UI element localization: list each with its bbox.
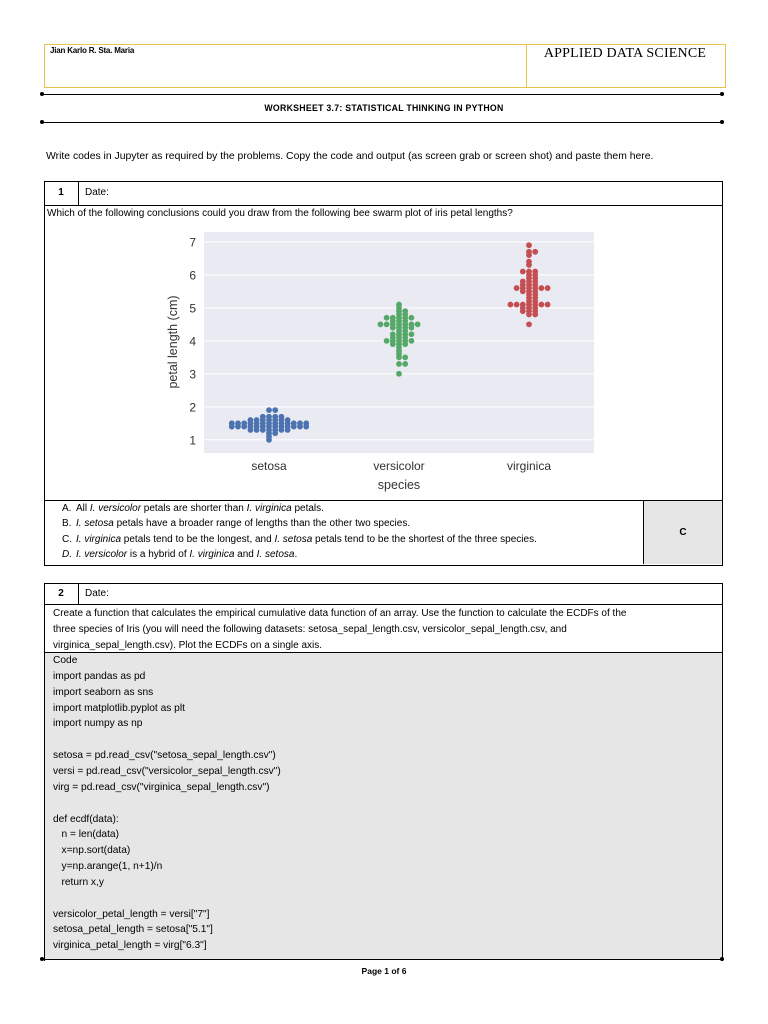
virginica-point — [520, 288, 526, 294]
code-line: x=np.sort(data) — [53, 845, 131, 857]
setosa-point — [266, 430, 272, 436]
virginica-point — [545, 285, 551, 291]
virginica-point — [520, 282, 526, 288]
virginica-point — [532, 275, 538, 281]
code-line: import numpy as np — [53, 718, 143, 730]
virginica-point — [532, 285, 538, 291]
option-letter: D. — [62, 548, 72, 560]
versicolor-point — [396, 302, 402, 308]
versicolor-point — [409, 331, 415, 337]
virginica-point — [526, 249, 532, 255]
setosa-point — [272, 430, 278, 436]
footer-rule — [42, 959, 722, 960]
setosa-point — [272, 417, 278, 423]
title-rule-bottom — [42, 122, 722, 123]
question-number: 2 — [58, 588, 64, 599]
x-axis-label: species — [377, 478, 421, 492]
versicolor-point — [390, 341, 396, 347]
virginica-point — [526, 282, 532, 288]
course-title: APPLIED DATA SCIENCE — [543, 46, 707, 61]
versicolor-point — [402, 318, 408, 324]
versicolor-point — [396, 328, 402, 334]
versicolor-point — [402, 312, 408, 318]
virginica-point — [514, 285, 520, 291]
versicolor-point — [409, 338, 415, 344]
versicolor-point — [396, 348, 402, 354]
versicolor-point — [378, 321, 384, 327]
y-tick-label: 1 — [189, 433, 196, 448]
worksheet-title: WORKSHEET 3.7: STATISTICAL THINKING IN PYTHON — [264, 103, 504, 114]
versicolor-point — [402, 354, 408, 360]
versicolor-point — [402, 328, 408, 334]
question-number: 1 — [58, 187, 64, 198]
y-tick-label: 4 — [189, 334, 196, 349]
setosa-point — [279, 417, 285, 423]
y-tick-label: 2 — [189, 400, 196, 415]
virginica-point — [532, 312, 538, 318]
setosa-point — [248, 417, 254, 423]
setosa-point — [272, 407, 278, 413]
code-line: import matplotlib.pyplot as plt — [53, 702, 185, 714]
x-tick-label: setosa — [251, 459, 287, 473]
code-line: virginica_petal_length = virg["6.3"] — [53, 940, 207, 952]
virginica-point — [520, 305, 526, 311]
answer-option — [62, 503, 324, 514]
versicolor-point — [390, 318, 396, 324]
versicolor-point — [396, 361, 402, 367]
virginica-point — [520, 269, 526, 275]
versicolor-point — [384, 315, 390, 321]
virginica-point — [532, 292, 538, 298]
question-text-line: virginica_sepal_length.csv). Plot the ECDFs on a single axis. — [53, 640, 323, 651]
option-text: I. virginica petals tend to be the longest, and I. setosa petals tend to be the shortest of the three species. — [76, 533, 537, 545]
code-line: def ecdf(data): — [53, 813, 119, 825]
versicolor-point — [409, 315, 415, 321]
setosa-point — [248, 427, 254, 433]
option-letter: B. — [62, 518, 72, 530]
x-tick-labels — [251, 459, 551, 473]
virginica-point — [526, 298, 532, 304]
setosa-point — [260, 427, 266, 433]
rule-dot-right — [720, 957, 724, 961]
setosa-point — [260, 417, 266, 423]
question-text-line: three species of Iris (you will need the following datasets: setosa_sepal_length.csv, versicolor_sepal_length.csv, and — [53, 624, 567, 635]
virginica-point — [532, 249, 538, 255]
x-tick-label: virginica — [506, 459, 552, 473]
virginica-point — [545, 302, 551, 308]
versicolor-point — [396, 335, 402, 341]
code-line: import seaborn as sns — [53, 686, 154, 698]
versicolor-point — [415, 321, 421, 327]
rule-dot-right — [720, 120, 724, 124]
q1-number-divider — [78, 181, 79, 205]
setosa-point — [254, 417, 260, 423]
q2-header-divider — [44, 604, 723, 605]
setosa-point — [285, 427, 291, 433]
date-label: Date: — [85, 588, 109, 599]
versicolor-point — [396, 371, 402, 377]
rule-dot-right — [720, 92, 724, 96]
setosa-point — [229, 424, 235, 430]
setosa-point — [254, 427, 260, 433]
versicolor-point — [402, 341, 408, 347]
code-line: setosa = pd.read_csv("setosa_sepal_length.csv") — [53, 750, 276, 762]
student-name: Jian Karlo R. Sta. Maria — [50, 46, 135, 55]
setosa-point — [279, 427, 285, 433]
answer: C — [679, 527, 687, 538]
versicolor-point — [390, 325, 396, 331]
date-label: Date: — [85, 187, 109, 198]
option-text: All I. versicolor petals are shorter than I. virginica petals. — [76, 503, 324, 514]
title-rule-top — [42, 94, 722, 95]
versicolor-point — [396, 318, 402, 324]
virginica-point — [526, 259, 532, 265]
q2-number-divider — [78, 583, 79, 604]
answer-option — [62, 534, 537, 545]
q1-header-divider — [44, 205, 723, 206]
virginica-point — [526, 292, 532, 298]
virginica-point — [539, 302, 545, 308]
page-number: Page 1 of 6 — [361, 966, 407, 976]
answer-option — [62, 518, 410, 529]
versicolor-point — [396, 312, 402, 318]
x-tick-label: versicolor — [373, 459, 425, 473]
versicolor-point — [409, 325, 415, 331]
y-tick-label: 6 — [189, 268, 196, 283]
setosa-point — [241, 424, 247, 430]
versicolor-point — [390, 335, 396, 341]
y-axis-label: petal length (cm) — [166, 295, 180, 389]
option-text: I. setosa petals have a broader range of lengths than the other two species. — [76, 518, 411, 530]
setosa-point — [266, 407, 272, 413]
virginica-point — [526, 321, 532, 327]
setosa-point — [235, 424, 241, 430]
code-line: versi = pd.read_csv("versicolor_sepal_length.csv") — [53, 765, 281, 777]
code-line: return x,y — [53, 876, 104, 888]
question-text-line: Create a function that calculates the empirical cumulative data function of an array. Use the function to calculate the ECDFs of the — [53, 608, 627, 619]
beeswarm-chart — [160, 224, 610, 500]
code-line: Code — [53, 655, 78, 666]
versicolor-point — [402, 361, 408, 367]
setosa-point — [266, 417, 272, 423]
option-letter: C. — [62, 533, 72, 545]
virginica-point — [514, 302, 520, 308]
virginica-point — [532, 269, 538, 275]
options-top-divider — [44, 500, 723, 501]
setosa-point — [285, 417, 291, 423]
code-line: setosa_petal_length = setosa["5.1"] — [53, 924, 213, 936]
setosa-point — [297, 424, 303, 430]
virginica-point — [526, 312, 532, 318]
y-tick-label: 3 — [189, 367, 196, 382]
versicolor-point — [384, 338, 390, 344]
virginica-point — [532, 298, 538, 304]
versicolor-point — [384, 321, 390, 327]
y-tick-label: 7 — [189, 235, 196, 250]
setosa-point — [303, 424, 309, 430]
code-line: y=np.arange(1, n+1)/n — [53, 861, 163, 873]
code-line: n = len(data) — [53, 829, 119, 841]
virginica-point — [508, 302, 514, 308]
code-line: virg = pd.read_csv("virginica_sepal_length.csv") — [53, 781, 270, 793]
question-text: Which of the following conclusions could you draw from the following bee swarm plot of iris petal lengths? — [47, 208, 513, 219]
option-letter: A. — [62, 503, 72, 514]
code-line: versicolor_petal_length = versi["7"] — [53, 908, 210, 920]
virginica-point — [526, 242, 532, 248]
setosa-point — [291, 424, 297, 430]
setosa-point — [266, 437, 272, 443]
virginica-point — [526, 269, 532, 275]
option-text: I. versicolor is a hybrid of I. virginica and I. setosa. — [76, 548, 298, 560]
answer-option — [62, 549, 297, 560]
y-tick-label: 5 — [189, 301, 196, 316]
y-tick-labels — [189, 235, 196, 447]
virginica-point — [539, 285, 545, 291]
instructions: Write codes in Jupyter as required by the problems. Copy the code and output (as screen grab or screen shot) and paste them here. — [46, 151, 654, 162]
code-line: import pandas as pd — [53, 670, 146, 682]
